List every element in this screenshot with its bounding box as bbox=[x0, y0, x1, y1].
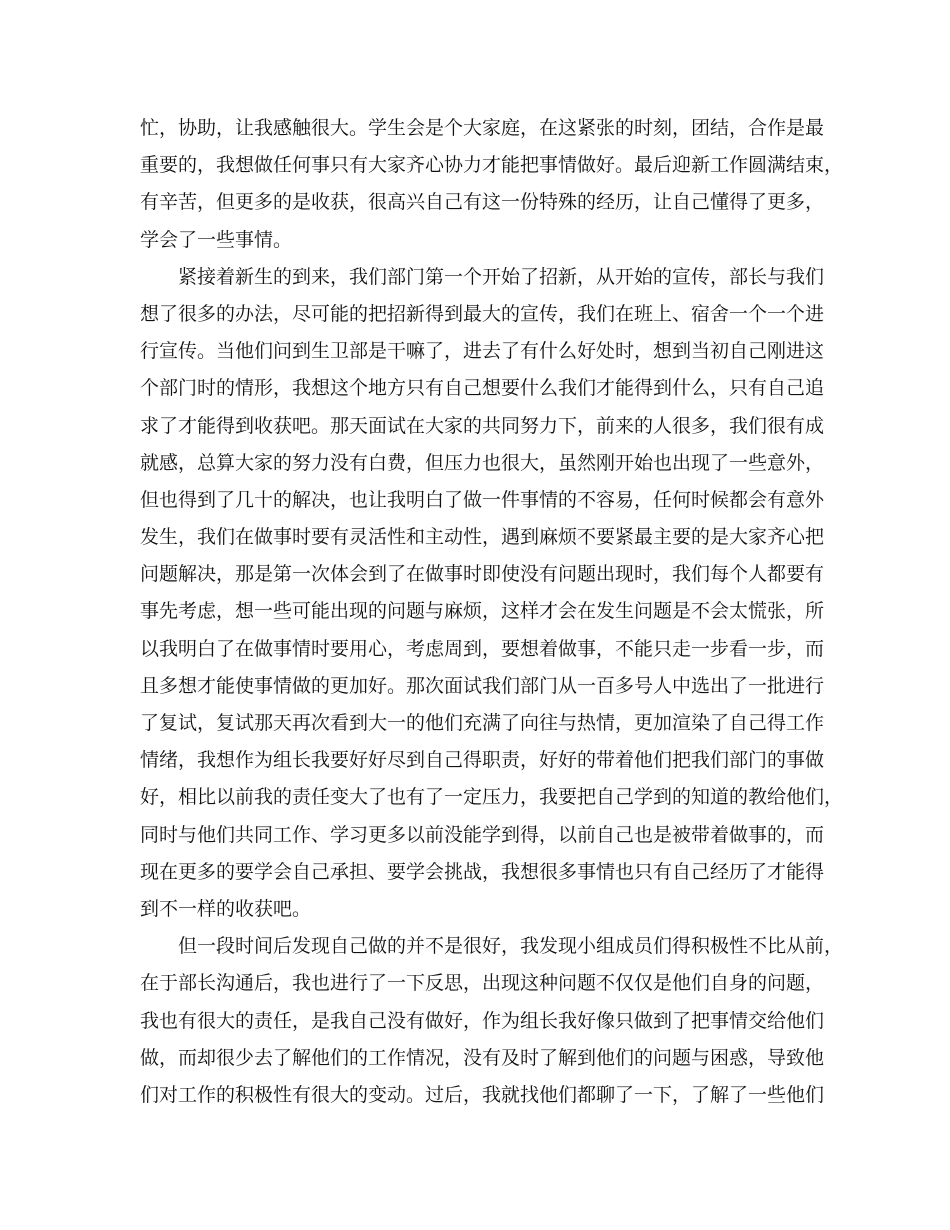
text-line: 们对工作的积极性有很大的变动。过后，我就找他们都聊了一下，了解了一些他们 bbox=[140, 1083, 825, 1106]
text-line: 以我明白了在做事情时要用心，考虑周到，要想着做事，不能只走一步看一步，而 bbox=[140, 637, 825, 660]
text-line: 就感，总算大家的努力没有白费，但压力也很大，虽然刚开始也出现了一些意外， bbox=[140, 451, 825, 474]
text-line: 同时与他们共同工作、学习更多以前没能学到得，以前自己也是被带着做事的，而 bbox=[140, 823, 825, 846]
text-line: 在于部长沟通后，我也进行了一下反思，出现这种问题不仅仅是他们自身的问题， bbox=[140, 972, 825, 995]
text-line: 我也有很大的责任，是我自己没有做好，作为组长我好像只做到了把事情交给他们 bbox=[140, 1009, 825, 1032]
text-line: 想了很多的办法，尽可能的把招新得到最大的宣传，我们在班上、宿舍一个一个进 bbox=[140, 302, 825, 325]
text-line: 情绪，我想作为组长我要好好尽到自己得职责，好好的带着他们把我们部门的事做 bbox=[140, 749, 825, 772]
text-line: 到不一样的收获吧。 bbox=[140, 897, 312, 920]
text-line: 有辛苦，但更多的是收获，很高兴自己有这一份特殊的经历，让自己懂得了更多， bbox=[140, 191, 825, 214]
text-line: 做，而却很少去了解他们的工作情况，没有及时了解到他们的问题与困惑，导致他 bbox=[140, 1046, 825, 1069]
text-line: 忙，协助，让我感触很大。学生会是个大家庭，在这紧张的时刻，团结，合作是最 bbox=[140, 117, 825, 139]
text-line: 行宣传。当他们问到生卫部是干嘛了，进去了有什么好处时，想到当初自己刚进这 bbox=[140, 340, 825, 363]
body-text bbox=[140, 110, 844, 1114]
text-line: 但一段时间后发现自己做的并不是很好，我发现小组成员们得积极性不比从前， bbox=[178, 935, 844, 958]
text-line: 现在更多的要学会自己承担、要学会挑战，我想很多事情也只有自己经历了才能得 bbox=[140, 860, 825, 883]
text-line: 了复试，复试那天再次看到大一的他们充满了向往与热情，更加渲染了自己得工作 bbox=[140, 712, 825, 734]
text-line: 但也得到了几十的解决，也让我明白了做一件事情的不容易，任何时候都会有意外 bbox=[140, 488, 825, 511]
text-line: 学会了一些事情。 bbox=[140, 228, 293, 251]
text-line: 好，相比以前我的责任变大了也有了一定压力，我要把自己学到的知道的教给他们， bbox=[140, 786, 844, 809]
text-line: 个部门时的情形，我想这个地方只有自己想要什么我们才能得到什么，只有自己追 bbox=[140, 377, 825, 400]
text-line: 且多想才能使事情做的更加好。那次面试我们部门从一百多号人中选出了一批进行 bbox=[140, 674, 825, 697]
text-line: 发生，我们在做事时要有灵活性和主动性，遇到麻烦不要紧最主要的是大家齐心把 bbox=[140, 526, 825, 549]
text-line: 重要的，我想做任何事只有大家齐心协力才能把事情做好。最后迎新工作圆满结束， bbox=[140, 154, 844, 177]
text-line: 事先考虑，想一些可能出现的问题与麻烦，这样才会在发生问题是不会太慌张，所 bbox=[140, 600, 825, 623]
text-line: 求了才能得到收获吧。那天面试在大家的共同努力下，前来的人很多，我们很有成 bbox=[140, 414, 825, 437]
text-line: 紧接着新生的到来，我们部门第一个开始了招新，从开始的宣传，部长与我们 bbox=[178, 265, 825, 288]
text-line: 问题解决，那是第一次体会到了在做事时即使没有问题出现时，我们每个人都要有 bbox=[140, 563, 825, 586]
